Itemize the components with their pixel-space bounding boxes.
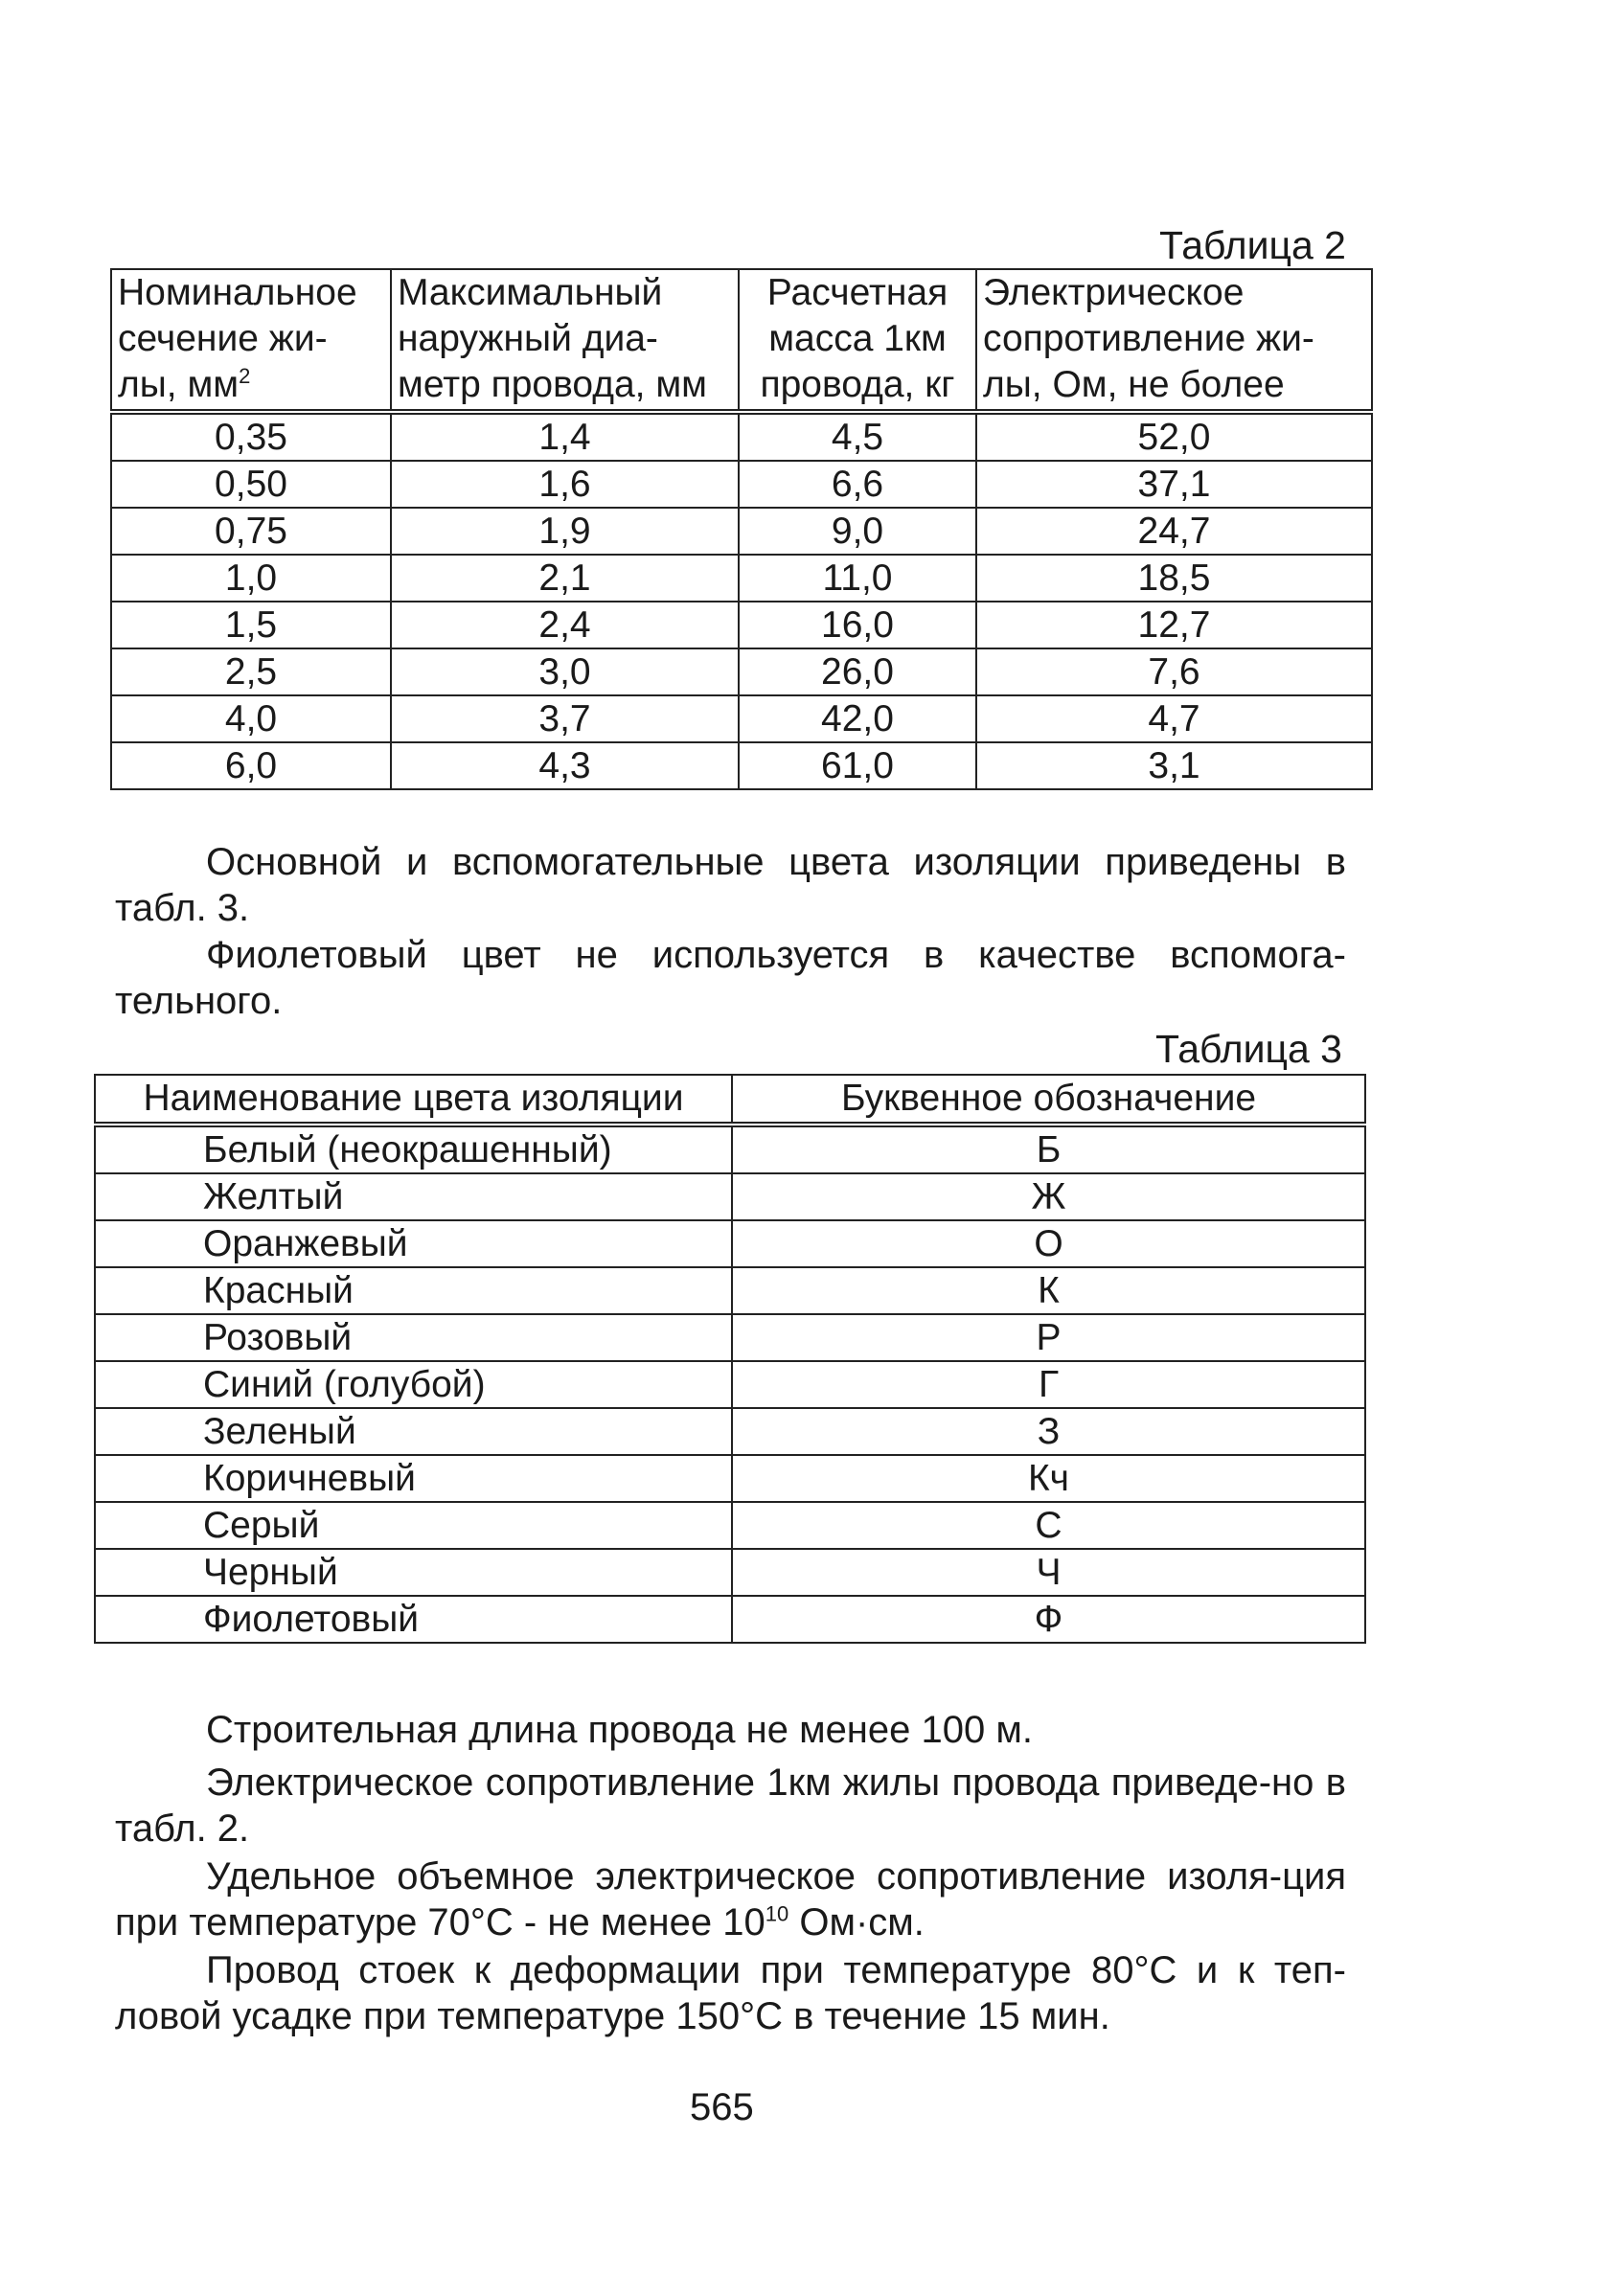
table-row: 4,0 3,7 42,0 4,7 [111, 695, 1372, 742]
table-row: Желтый Ж [95, 1173, 1365, 1220]
paragraph-volume-resistivity: Удельное объемное электрическое сопротивление изоля-ция при температуре 70°С - не менее $10^{10}$ Ом·см. [115, 1855, 1346, 1944]
table3-header-row [95, 1075, 1365, 1125]
table-row: 2,5 3,0 26,0 7,6 [111, 648, 1372, 695]
table-row: Коричневый Кч [95, 1455, 1365, 1502]
table-row: Фиолетовый Ф [95, 1596, 1365, 1643]
header-nominal-section: Номинальное сечение жи- лы, $мм^2$ [111, 269, 391, 412]
paragraph-deformation-resistance: Провод стоек к деформации при температуре 80°С и к теп-ловой усадке при температуре 150°С в течение 15 мин. [115, 1949, 1346, 2037]
table-row: 0,35 1,4 4,5 52,0 [111, 412, 1372, 461]
header-electrical-resistance: Электрическое сопротивление жи- лы, Ом, не более [976, 269, 1372, 412]
header-letter-code: Буквенное обозначение [732, 1075, 1365, 1125]
table-row: Оранжевый О [95, 1220, 1365, 1267]
table3-caption: Таблица 3 [1155, 1027, 1342, 1071]
header-max-diameter: Максимальный наружный диа- метр провода, мм [391, 269, 739, 412]
insulation-colors-table [94, 1074, 1366, 1644]
table-row: Розовый Р [95, 1314, 1365, 1361]
table-row: Белый (неокрашенный) Б [95, 1125, 1365, 1173]
header-calculated-mass: Расчетная масса 1км провода, кг [739, 269, 976, 412]
paragraph-resistance-reference: Электрическое сопротивление 1км жилы провода приведе-но в табл. 2. [115, 1762, 1346, 1850]
table-row: 0,75 1,9 9,0 24,7 [111, 508, 1372, 555]
table-row: 1,0 2,1 11,0 18,5 [111, 555, 1372, 602]
page-number: 565 [690, 2086, 754, 2128]
table-row: 0,50 1,6 6,6 37,1 [111, 461, 1372, 508]
table-row: Серый С [95, 1502, 1365, 1549]
table-row: Синий (голубой) Г [95, 1361, 1365, 1408]
table-row: 1,5 2,4 16,0 12,7 [111, 602, 1372, 648]
table2-caption: Таблица 2 [1159, 223, 1346, 267]
wire-parameters-table [110, 268, 1373, 790]
paragraph-construction-length: Строительная длина провода не менее 100 м. [206, 1709, 1033, 1751]
paragraph-violet-note: Фиолетовый цвет не используется в качестве вспомога-тельного. [115, 934, 1346, 1022]
table2-header-row [111, 269, 1372, 412]
table-row: Красный К [95, 1267, 1365, 1314]
paragraph-colors-reference: Основной и вспомогательные цвета изоляции приведены в табл. 3. [115, 841, 1346, 929]
table-row: Черный Ч [95, 1549, 1365, 1596]
table-row: Зеленый З [95, 1408, 1365, 1455]
header-color-name: Наименование цвета изоляции [95, 1075, 732, 1125]
table-row: 6,0 4,3 61,0 3,1 [111, 742, 1372, 789]
